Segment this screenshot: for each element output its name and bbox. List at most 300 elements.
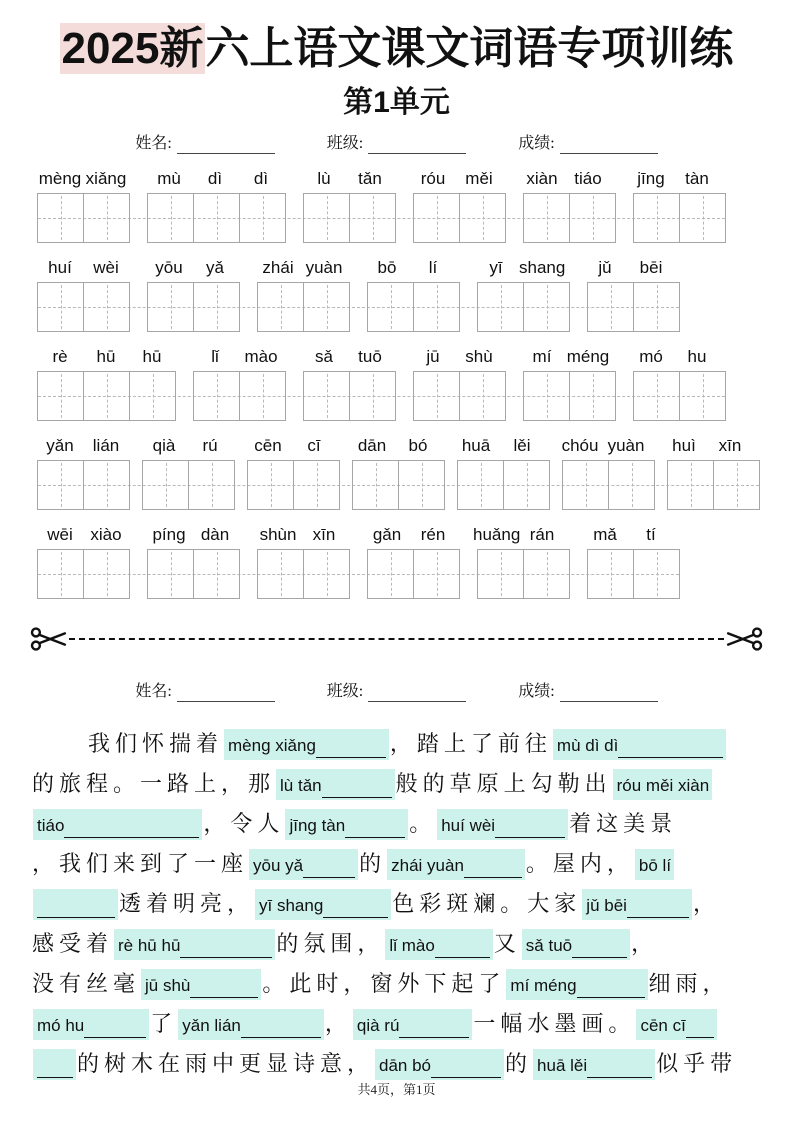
writing-cell[interactable] bbox=[188, 460, 235, 510]
pinyin-label: gǎn bbox=[372, 525, 402, 545]
word-label-group bbox=[37, 434, 129, 458]
word-cell-group bbox=[303, 371, 396, 421]
passage-text: ，我们来到了一座 bbox=[32, 851, 249, 877]
passage-text: 的氛围， bbox=[276, 931, 385, 957]
cut-divider bbox=[30, 624, 763, 654]
writing-cell[interactable] bbox=[413, 193, 460, 243]
word-cell-group bbox=[523, 193, 616, 243]
pinyin-label: tuō bbox=[358, 347, 382, 367]
writing-cell[interactable] bbox=[257, 549, 304, 599]
name-field bbox=[135, 682, 274, 702]
blank-pinyin-hint: róu měi xiàn bbox=[616, 776, 710, 796]
answer-underline[interactable] bbox=[322, 774, 392, 798]
word-label-group bbox=[473, 256, 565, 280]
student-info-form-bottom bbox=[30, 682, 763, 702]
answer-underline[interactable] bbox=[323, 894, 388, 918]
class-field bbox=[327, 682, 466, 702]
passage-text: 的旅程。一路上，那 bbox=[32, 771, 276, 797]
answer-underline[interactable] bbox=[435, 934, 490, 958]
writing-cell[interactable] bbox=[459, 371, 506, 421]
pinyin-label: dì bbox=[253, 169, 269, 189]
fill-blank[interactable] bbox=[635, 849, 674, 880]
answer-underline[interactable] bbox=[316, 734, 386, 758]
word-label-group bbox=[255, 523, 347, 547]
word-cell-group bbox=[587, 282, 680, 332]
writing-cell[interactable] bbox=[239, 193, 286, 243]
answer-underline[interactable] bbox=[37, 894, 115, 918]
fill-blank[interactable] bbox=[522, 929, 630, 960]
pinyin-label-row bbox=[37, 344, 763, 369]
answer-underline[interactable] bbox=[572, 934, 627, 958]
word-cell-group bbox=[147, 282, 240, 332]
fill-blank[interactable] bbox=[375, 1049, 504, 1080]
passage-line bbox=[32, 800, 761, 840]
blank-pinyin-hint: mó hu bbox=[37, 1016, 85, 1036]
answer-underline[interactable] bbox=[399, 1014, 469, 1038]
word-cell-group bbox=[477, 549, 570, 599]
blank-pinyin-hint: lù tǎn bbox=[280, 776, 322, 796]
word-cell-group bbox=[257, 282, 350, 332]
answer-underline[interactable] bbox=[303, 854, 355, 878]
pinyin-label: cēn bbox=[254, 436, 282, 456]
name-input-line[interactable] bbox=[177, 683, 275, 702]
writing-cell[interactable] bbox=[83, 193, 130, 243]
writing-cell[interactable] bbox=[193, 193, 240, 243]
pinyin-label: rú bbox=[202, 436, 218, 456]
blank-pinyin-hint: rè hū hū bbox=[118, 936, 181, 956]
pinyin-label: huā bbox=[461, 436, 491, 456]
writing-cell[interactable] bbox=[713, 460, 760, 510]
writing-cell[interactable] bbox=[679, 371, 726, 421]
writing-cell[interactable] bbox=[608, 460, 655, 510]
passage-line bbox=[32, 920, 761, 960]
pinyin-label: huì bbox=[672, 436, 696, 456]
pinyin-label: yuàn bbox=[607, 436, 645, 456]
writing-cell[interactable] bbox=[569, 193, 616, 243]
word-label-group bbox=[37, 523, 129, 547]
writing-cell[interactable] bbox=[569, 371, 616, 421]
writing-cell[interactable] bbox=[37, 193, 84, 243]
writing-cell[interactable] bbox=[679, 193, 726, 243]
pinyin-label: hu bbox=[687, 347, 707, 367]
writing-cell[interactable] bbox=[459, 193, 506, 243]
writing-cell[interactable] bbox=[587, 549, 634, 599]
writing-cell[interactable] bbox=[83, 371, 130, 421]
word-cell-group bbox=[667, 460, 760, 510]
fill-blank[interactable] bbox=[33, 1049, 76, 1080]
fill-blank[interactable] bbox=[33, 889, 118, 920]
writing-cell[interactable] bbox=[147, 282, 194, 332]
writing-cell[interactable] bbox=[37, 549, 84, 599]
passage-text: 。 bbox=[409, 811, 437, 837]
word-label-group bbox=[146, 256, 238, 280]
blank-pinyin-hint: yǎn lián bbox=[182, 1016, 241, 1036]
pinyin-label: lí bbox=[428, 258, 438, 278]
passage-text: ， bbox=[692, 891, 720, 917]
writing-cell[interactable] bbox=[667, 460, 714, 510]
fill-blank[interactable] bbox=[636, 1009, 716, 1040]
word-label-group bbox=[519, 167, 611, 191]
fill-blank[interactable] bbox=[255, 889, 391, 920]
pinyin-label: dān bbox=[357, 436, 387, 456]
passage-text: 着这美景 bbox=[569, 811, 678, 837]
pinyin-label: rén bbox=[420, 525, 446, 545]
pinyin-label-row bbox=[37, 255, 763, 280]
word-cell-group bbox=[142, 460, 235, 510]
pinyin-label: róu bbox=[420, 169, 446, 189]
pinyin-grid-section bbox=[30, 166, 763, 604]
passage-text: 色彩斑斓。大家 bbox=[392, 891, 582, 917]
word-cell-group bbox=[193, 371, 286, 421]
writing-cell[interactable] bbox=[633, 193, 680, 243]
answer-underline[interactable] bbox=[627, 894, 689, 918]
blank-pinyin-hint: sǎ tuō bbox=[525, 936, 573, 956]
passage-text: ， bbox=[631, 931, 659, 957]
passage-text: 的树木在雨中更显诗意， bbox=[77, 1051, 375, 1077]
word-label-group bbox=[410, 167, 502, 191]
pinyin-label: mí bbox=[532, 347, 552, 367]
pinyin-label: shùn bbox=[259, 525, 297, 545]
blank-pinyin-hint: yōu yǎ bbox=[253, 856, 304, 876]
pinyin-label: rán bbox=[529, 525, 555, 545]
writing-cell[interactable] bbox=[367, 282, 414, 332]
pinyin-label: bēi bbox=[639, 258, 663, 278]
title-rest: 六上语文课文词语专项训练 bbox=[205, 24, 734, 73]
word-cell-group bbox=[457, 460, 550, 510]
blank-pinyin-hint: mí méng bbox=[510, 976, 577, 996]
student-info-form-top bbox=[30, 134, 763, 154]
pinyin-label: dì bbox=[207, 169, 223, 189]
pinyin-label: hū bbox=[96, 347, 116, 367]
word-label-group bbox=[473, 523, 565, 547]
writing-cell[interactable] bbox=[523, 549, 570, 599]
writing-cell[interactable] bbox=[633, 549, 680, 599]
fill-blank[interactable] bbox=[437, 809, 568, 840]
writing-cell[interactable] bbox=[413, 282, 460, 332]
score-label: 成绩: bbox=[518, 135, 555, 153]
writing-cell[interactable] bbox=[562, 460, 609, 510]
name-field bbox=[135, 134, 274, 154]
pinyin-label: xiàn bbox=[526, 169, 558, 189]
writing-cell[interactable] bbox=[303, 549, 350, 599]
word-label-group bbox=[301, 167, 393, 191]
answer-underline[interactable] bbox=[345, 814, 405, 838]
word-label-group bbox=[255, 256, 347, 280]
passage-text: 的 bbox=[359, 851, 387, 877]
pinyin-label-row bbox=[37, 166, 763, 191]
answer-underline[interactable] bbox=[686, 1014, 714, 1038]
writing-cell[interactable] bbox=[193, 371, 240, 421]
writing-cell[interactable] bbox=[413, 549, 460, 599]
score-input-line[interactable] bbox=[560, 135, 658, 154]
writing-cell[interactable] bbox=[247, 460, 294, 510]
writing-cell[interactable] bbox=[587, 282, 634, 332]
word-label-group bbox=[582, 523, 674, 547]
word-cell-group bbox=[247, 460, 340, 510]
class-input-line[interactable] bbox=[368, 135, 466, 154]
answer-underline[interactable] bbox=[618, 734, 723, 758]
writing-cell[interactable] bbox=[367, 549, 414, 599]
writing-cell[interactable] bbox=[457, 460, 504, 510]
pinyin-label-row bbox=[37, 433, 763, 458]
writing-cell[interactable] bbox=[239, 371, 286, 421]
fill-blank[interactable] bbox=[533, 1049, 655, 1080]
passage-line bbox=[32, 1000, 761, 1040]
pinyin-label: xīn bbox=[718, 436, 742, 456]
word-cell-group bbox=[37, 371, 176, 421]
fill-blank[interactable] bbox=[141, 969, 261, 1000]
passage-text: 的 bbox=[505, 1051, 533, 1077]
writing-cell[interactable] bbox=[129, 371, 176, 421]
blank-pinyin-hint: yī shang bbox=[259, 896, 324, 916]
pinyin-label: zhái bbox=[262, 258, 294, 278]
fill-blank[interactable] bbox=[553, 729, 726, 760]
word-label-group bbox=[628, 345, 720, 369]
word-label-group bbox=[301, 345, 393, 369]
pinyin-label: dàn bbox=[200, 525, 230, 545]
word-cell-group bbox=[367, 549, 460, 599]
word-label-group bbox=[245, 434, 337, 458]
passage-text: 了 bbox=[150, 1011, 178, 1037]
word-label-group bbox=[364, 523, 456, 547]
passage-line bbox=[32, 720, 761, 760]
fill-blank[interactable] bbox=[387, 849, 525, 880]
word-label-group bbox=[582, 256, 674, 280]
word-label-group bbox=[146, 167, 284, 191]
writing-cell[interactable] bbox=[142, 460, 189, 510]
fill-blank[interactable] bbox=[224, 729, 389, 760]
word-label-group bbox=[364, 256, 456, 280]
writing-cell[interactable] bbox=[303, 193, 350, 243]
passage-text: ，令人 bbox=[203, 811, 285, 837]
writing-cell[interactable] bbox=[503, 460, 550, 510]
word-cell-group bbox=[523, 371, 616, 421]
fill-blank[interactable] bbox=[506, 969, 647, 1000]
answer-underline[interactable] bbox=[431, 1054, 501, 1078]
blank-pinyin-hint: zhái yuàn bbox=[391, 856, 464, 876]
pinyin-label: tǎn bbox=[358, 169, 382, 189]
score-field bbox=[518, 134, 657, 154]
passage-text: 一幅水墨画。 bbox=[473, 1011, 636, 1037]
fill-blank[interactable] bbox=[285, 809, 408, 840]
class-field bbox=[327, 134, 466, 154]
pinyin-label: huí bbox=[48, 258, 72, 278]
blank-pinyin-hint: bō lí bbox=[638, 856, 672, 876]
passage-line bbox=[32, 1040, 761, 1080]
pinyin-label: mào bbox=[244, 347, 278, 367]
passage-text: ，踏上了前往 bbox=[389, 731, 552, 757]
word-cell-group bbox=[413, 371, 506, 421]
word-label-group bbox=[453, 434, 545, 458]
pinyin-label: jǔ bbox=[598, 258, 612, 278]
pinyin-grid-row bbox=[37, 433, 763, 515]
answer-underline[interactable] bbox=[190, 974, 258, 998]
pinyin-label: chóu bbox=[561, 436, 599, 456]
writing-cell[interactable] bbox=[37, 460, 84, 510]
pinyin-label: méng bbox=[566, 347, 610, 367]
word-cell-group bbox=[633, 371, 726, 421]
writing-cell[interactable] bbox=[303, 282, 350, 332]
writing-cell[interactable] bbox=[37, 371, 84, 421]
writing-cell[interactable] bbox=[293, 460, 340, 510]
pinyin-label: mèng bbox=[38, 169, 82, 189]
writing-cell[interactable] bbox=[633, 371, 680, 421]
word-label-group bbox=[628, 167, 720, 191]
writing-cell[interactable] bbox=[349, 193, 396, 243]
pinyin-label: xiǎng bbox=[85, 169, 127, 189]
fill-in-passage bbox=[30, 720, 763, 1080]
pinyin-label: bó bbox=[408, 436, 428, 456]
pinyin-label: yōu bbox=[155, 258, 183, 278]
writing-cell[interactable] bbox=[147, 549, 194, 599]
pinyin-grid-row bbox=[37, 344, 763, 426]
scissors-icon-left bbox=[30, 625, 68, 653]
word-cell-group bbox=[147, 193, 286, 243]
answer-underline[interactable] bbox=[64, 814, 199, 838]
word-cell-group bbox=[37, 549, 130, 599]
passage-text: 。此时，窗外下起了 bbox=[262, 971, 506, 997]
writing-cell[interactable] bbox=[523, 371, 570, 421]
answer-underline[interactable] bbox=[241, 1014, 321, 1038]
dashed-cut-line bbox=[69, 638, 724, 640]
passage-text: 透着明亮， bbox=[119, 891, 255, 917]
unit-subtitle: 第1单元 bbox=[343, 86, 450, 120]
pinyin-label: lián bbox=[92, 436, 120, 456]
writing-cell[interactable] bbox=[523, 193, 570, 243]
answer-underline[interactable] bbox=[587, 1054, 652, 1078]
writing-cell[interactable] bbox=[83, 460, 130, 510]
blank-pinyin-hint: tiáo bbox=[37, 816, 65, 836]
word-cell-group bbox=[37, 282, 130, 332]
word-cell-group bbox=[147, 549, 240, 599]
pinyin-label: qià bbox=[152, 436, 176, 456]
word-cell-group bbox=[367, 282, 460, 332]
answer-underline[interactable] bbox=[495, 814, 565, 838]
fill-blank[interactable] bbox=[114, 929, 275, 960]
passage-text: 。屋内， bbox=[525, 851, 634, 877]
fill-blank[interactable] bbox=[385, 929, 492, 960]
score-field bbox=[518, 682, 657, 702]
class-label: 班级: bbox=[326, 683, 364, 701]
pinyin-label: tiáo bbox=[574, 169, 602, 189]
pinyin-label: rè bbox=[52, 347, 68, 367]
word-label-group bbox=[37, 345, 175, 369]
writing-cell-row bbox=[37, 460, 760, 510]
writing-cell[interactable] bbox=[523, 282, 570, 332]
fill-blank[interactable] bbox=[582, 889, 692, 920]
fill-blank[interactable] bbox=[33, 809, 202, 840]
fill-blank[interactable] bbox=[249, 849, 358, 880]
pinyin-label: lǐ bbox=[211, 347, 219, 367]
pinyin-label: yǎn bbox=[46, 436, 74, 456]
writing-cell[interactable] bbox=[37, 282, 84, 332]
pinyin-label: yī bbox=[489, 258, 503, 278]
word-cell-group bbox=[477, 282, 570, 332]
blank-pinyin-hint: jǔ bēi bbox=[586, 896, 627, 916]
word-cell-group bbox=[633, 193, 726, 243]
answer-underline[interactable] bbox=[37, 1054, 73, 1078]
word-label-group bbox=[519, 345, 611, 369]
writing-cell[interactable] bbox=[413, 371, 460, 421]
fill-blank[interactable] bbox=[353, 1009, 473, 1040]
answer-underline[interactable] bbox=[180, 934, 272, 958]
writing-cell[interactable] bbox=[193, 282, 240, 332]
blank-pinyin-hint: mèng xiǎng bbox=[228, 736, 316, 756]
pinyin-label: tí bbox=[646, 525, 656, 545]
word-label-group bbox=[557, 434, 649, 458]
fill-blank[interactable] bbox=[613, 769, 713, 800]
blank-pinyin-hint: jū shù bbox=[145, 976, 191, 996]
writing-cell[interactable] bbox=[349, 371, 396, 421]
pinyin-label: bō bbox=[377, 258, 397, 278]
fill-blank[interactable] bbox=[178, 1009, 324, 1040]
passage-text: 我们怀揣着 bbox=[88, 731, 224, 757]
answer-underline[interactable] bbox=[464, 854, 522, 878]
writing-cell-row bbox=[37, 549, 680, 599]
writing-cell[interactable] bbox=[352, 460, 399, 510]
word-label-group bbox=[37, 167, 129, 191]
writing-cell[interactable] bbox=[398, 460, 445, 510]
pinyin-label: shang bbox=[519, 258, 566, 278]
writing-cell[interactable] bbox=[477, 549, 524, 599]
answer-underline[interactable] bbox=[84, 1014, 146, 1038]
blank-pinyin-hint: qià rú bbox=[356, 1016, 400, 1036]
pinyin-label: cī bbox=[307, 436, 321, 456]
name-label: 姓名: bbox=[135, 683, 172, 701]
pinyin-label: huǎng bbox=[473, 525, 521, 545]
fill-blank[interactable] bbox=[276, 769, 395, 800]
scissors-icon-right bbox=[725, 625, 763, 653]
pinyin-grid-row bbox=[37, 166, 763, 248]
score-label: 成绩: bbox=[518, 683, 555, 701]
word-label-group bbox=[192, 345, 284, 369]
writing-cell[interactable] bbox=[257, 282, 304, 332]
name-input-line[interactable] bbox=[177, 135, 275, 154]
fill-blank[interactable] bbox=[33, 1009, 149, 1040]
answer-underline[interactable] bbox=[577, 974, 645, 998]
name-label: 姓名: bbox=[135, 135, 172, 153]
word-cell-group bbox=[413, 193, 506, 243]
pinyin-label: yuàn bbox=[305, 258, 343, 278]
passage-text: ， bbox=[324, 1011, 352, 1037]
blank-pinyin-hint: dān bó bbox=[379, 1056, 432, 1076]
writing-cell[interactable] bbox=[303, 371, 350, 421]
pinyin-label: lù bbox=[317, 169, 331, 189]
passage-text: 又 bbox=[493, 931, 521, 957]
word-label-group bbox=[146, 523, 238, 547]
pinyin-label: jīng bbox=[637, 169, 665, 189]
blank-pinyin-hint: jīng tàn bbox=[289, 816, 346, 836]
writing-cell[interactable] bbox=[633, 282, 680, 332]
writing-cell[interactable] bbox=[83, 282, 130, 332]
pinyin-label: sǎ bbox=[315, 347, 333, 367]
score-input-line[interactable] bbox=[560, 683, 658, 702]
writing-cell[interactable] bbox=[477, 282, 524, 332]
pinyin-label: mó bbox=[639, 347, 663, 367]
writing-cell-row bbox=[37, 193, 726, 243]
writing-cell[interactable] bbox=[147, 193, 194, 243]
word-cell-group bbox=[352, 460, 445, 510]
pinyin-label: lěi bbox=[513, 436, 531, 456]
passage-line bbox=[32, 840, 761, 880]
passage-line bbox=[32, 760, 761, 800]
writing-cell[interactable] bbox=[83, 549, 130, 599]
passage-line bbox=[32, 960, 761, 1000]
class-input-line[interactable] bbox=[368, 683, 466, 702]
writing-cell[interactable] bbox=[193, 549, 240, 599]
word-label-group bbox=[349, 434, 441, 458]
pinyin-label: mù bbox=[157, 169, 181, 189]
